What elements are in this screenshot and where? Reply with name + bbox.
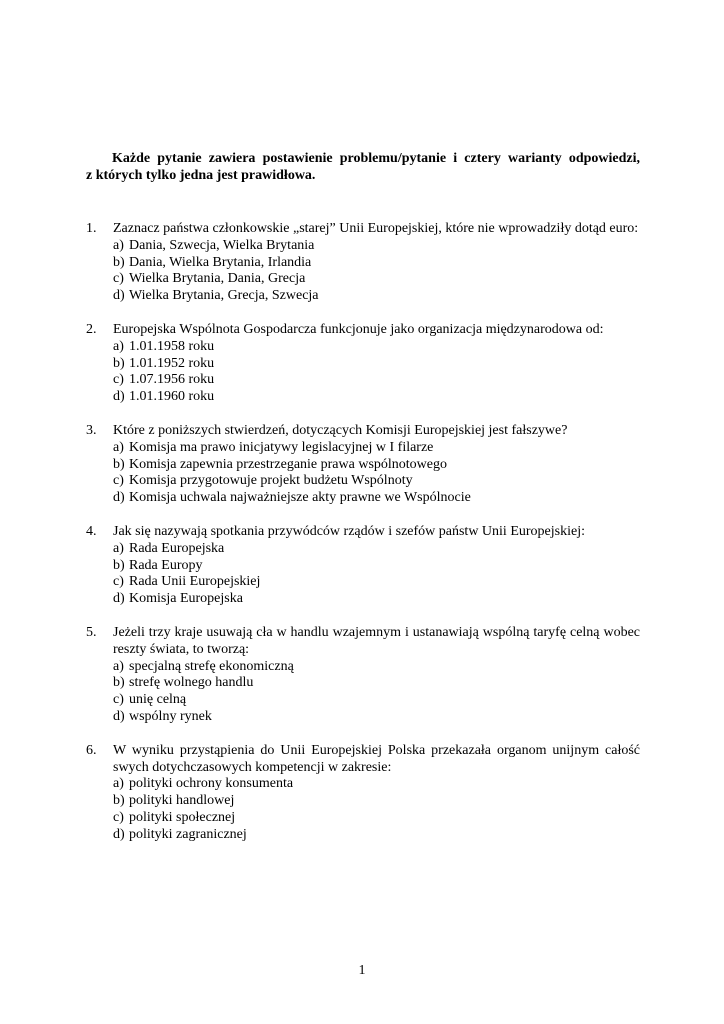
option-text: polityki ochrony konsumenta [129, 776, 294, 792]
option-letter: b) [113, 355, 125, 371]
option-text: Wielka Brytania, Grecja, Szwecja [129, 288, 319, 304]
option-text: 1.01.1960 roku [129, 389, 215, 405]
question-text: Jak się nazywają spotkania przywódców rządów i szefów państw Unii Europejskiej: [113, 523, 585, 539]
option-text: 1.01.1952 roku [129, 355, 215, 371]
question-text: Które z poniższych stwierdzeń, dotyczących Komisji Europejskiej jest fałszywe? [113, 422, 568, 438]
option-letter: b) [113, 557, 125, 573]
answer-options [113, 440, 640, 507]
question-number: 3. [86, 422, 97, 438]
option-text: Rada Unii Europejskiej [129, 574, 261, 590]
option-letter: a) [113, 237, 124, 253]
question-number: 2. [86, 321, 97, 337]
answer-options [113, 776, 640, 843]
question-5 [86, 625, 640, 726]
answer-option [113, 709, 640, 726]
option-text: Rada Europy [129, 557, 203, 573]
answer-option [113, 389, 640, 406]
answer-option [113, 591, 640, 608]
answer-options [113, 659, 640, 726]
answer-option [113, 659, 640, 676]
option-text: Komisja Europejska [129, 591, 243, 607]
answer-option [113, 574, 640, 591]
option-letter: b) [113, 254, 125, 270]
answer-option [113, 473, 640, 490]
answer-options [113, 541, 640, 608]
option-letter: c) [113, 372, 124, 388]
option-text: polityki handlowej [129, 793, 235, 809]
question-number: 5. [86, 624, 97, 640]
question-number: 6. [86, 742, 97, 758]
option-text: wspólny rynek [129, 708, 212, 724]
question-text: Europejska Wspólnota Gospodarcza funkcjonuje jako organizacja międzynarodowa od: [113, 321, 604, 337]
answer-option [113, 288, 640, 305]
question-2 [86, 322, 640, 406]
option-letter: d) [113, 708, 125, 724]
option-letter: a) [113, 439, 124, 455]
option-letter: d) [113, 826, 125, 842]
question-text: W wyniku przystąpienia do Unii Europejskiej Polska przekazała organom unijnym całość swych dotychczasowych kompetencji w zakresie: [113, 742, 640, 775]
answer-options [113, 339, 640, 406]
option-letter: d) [113, 490, 125, 506]
option-letter: c) [113, 692, 124, 708]
option-letter: a) [113, 540, 124, 556]
option-letter: a) [113, 776, 124, 792]
option-letter: a) [113, 658, 124, 674]
option-letter: d) [113, 591, 125, 607]
question-1 [86, 221, 640, 305]
answer-option [113, 440, 640, 457]
question-3 [86, 423, 640, 507]
question-list [86, 221, 640, 861]
answer-option [113, 541, 640, 558]
page-number: 1 [358, 963, 366, 978]
answer-option [113, 339, 640, 356]
answer-option [113, 776, 640, 793]
instructions [86, 151, 640, 185]
answer-option [113, 356, 640, 373]
option-letter: a) [113, 338, 124, 354]
option-letter: d) [113, 288, 125, 304]
option-letter: c) [113, 809, 124, 825]
option-text: specjalną strefę ekonomiczną [129, 658, 294, 674]
option-letter: b) [113, 456, 125, 472]
option-letter: d) [113, 389, 125, 405]
option-text: Komisja uchwala najważniejsze akty prawne we Wspólnocie [129, 490, 471, 506]
option-letter: b) [113, 793, 125, 809]
option-text: unię celną [129, 692, 187, 708]
option-text: polityki społecznej [129, 809, 236, 825]
option-text: Dania, Szwecja, Wielka Brytania [129, 237, 315, 253]
answer-option [113, 558, 640, 575]
option-text: 1.07.1956 roku [129, 372, 215, 388]
answer-option [113, 692, 640, 709]
option-letter: b) [113, 675, 125, 691]
option-text: Komisja przygotowuje projekt budżetu Wspólnoty [129, 473, 413, 489]
option-letter: c) [113, 574, 124, 590]
option-text: Komisja zapewnia przestrzeganie prawa wspólnotowego [129, 456, 447, 472]
option-text: strefę wolnego handlu [129, 675, 254, 691]
question-number: 1. [86, 221, 97, 236]
answer-option [113, 810, 640, 827]
answer-option [113, 238, 640, 255]
answer-option [113, 675, 640, 692]
answer-options [113, 238, 640, 305]
option-letter: c) [113, 271, 124, 287]
answer-option [113, 271, 640, 288]
instructions-line-2: z których tylko jedna jest prawidłowa. [86, 167, 316, 183]
option-text: Wielka Brytania, Dania, Grecja [129, 271, 306, 287]
question-4 [86, 524, 640, 608]
question-text: Jeżeli trzy kraje usuwają cła w handlu wzajemnym i ustanawiają wspólną taryfę celną wobec reszty świata, to tworzą: [113, 624, 640, 657]
answer-option [113, 255, 640, 272]
answer-option [113, 457, 640, 474]
option-letter: c) [113, 473, 124, 489]
option-text: 1.01.1958 roku [129, 338, 215, 354]
instructions-line-1: Każde pytanie zawiera postawienie problemu/pytanie i cztery warianty odpowiedzi, [112, 151, 640, 166]
answer-option [113, 490, 640, 507]
option-text: polityki zagranicznej [129, 826, 247, 842]
question-number: 4. [86, 523, 97, 539]
answer-option [113, 793, 640, 810]
answer-option [113, 372, 640, 389]
question-text: Zaznacz państwa członkowskie „starej” Unii Europejskiej, które nie wprowadziły dotąd euro: [113, 221, 639, 236]
question-6 [86, 743, 640, 844]
option-text: Dania, Wielka Brytania, Irlandia [129, 254, 312, 270]
option-text: Rada Europejska [129, 540, 225, 556]
answer-option [113, 827, 640, 844]
option-text: Komisja ma prawo inicjatywy legislacyjnej w I filarze [129, 439, 434, 455]
